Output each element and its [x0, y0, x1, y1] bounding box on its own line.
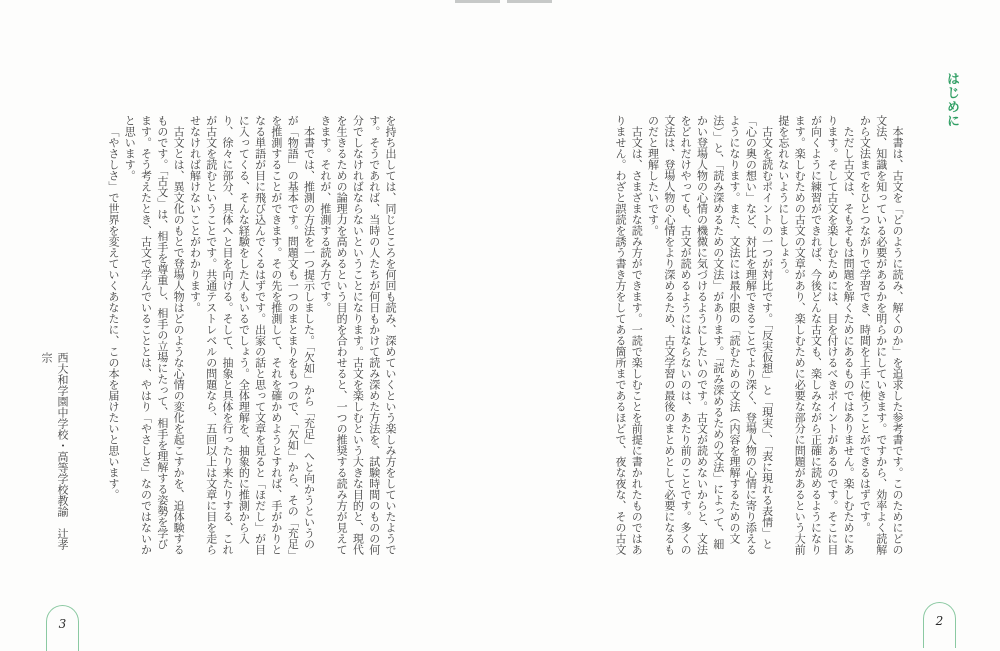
- binding-mark-right: [507, 0, 552, 3]
- page-number-badge-left: [46, 605, 79, 651]
- page-left-body: [98, 115, 398, 557]
- page-number-badge-right: [923, 602, 956, 648]
- paragraph: 古文は、さまざまな読み方ができます。一読で楽しむことを前提に書かれたものではありません。わざと誤読を誘う書き方をしてある箇所まであるほどで、夜な夜な、その古文: [613, 115, 644, 555]
- section-title: はじめに: [944, 72, 959, 128]
- paragraph: 「やさしさ」で世界を変えていくあなたに、この本を届けたいと思います。: [106, 126, 120, 500]
- author-signature: 西大和学園中学校・高等学校教諭 辻孝宗: [40, 352, 69, 550]
- page-right-body: [609, 115, 905, 557]
- paragraph: ただし古文は、そもそもは問題を解くためにあるものではありません。楽しむためにあります。そして古文を楽しむためには、目を付けるべきポイントがあるのです。そこに目が向くように練習ができれば、今後どんな古文も、楽しみながら正確に読めるようになります。楽しむための古文の文章があり、楽しむために必要な部分に問題があるという大前提を忘れないようにしましょう。: [776, 115, 856, 555]
- page-number: 2: [935, 614, 944, 628]
- paragraph: 本書は、古文を「どのように読み、解くのか」を追求した参考書です。このためにどの文法、知識を知っている必要があるかを明らかにしていきます。ですから、効率よく読解から文法までをひとつながりで学習でき、時間を上手に使うことができるはずです。: [858, 115, 904, 555]
- paragraph: を持ち出しては、同じところを何回も読み、深めていくという楽しみ方をしていたようです。そうであれば、当時の人たちが何日もかけて読み深めた方法を、試験時間のものの何分でしなければならないということになります。古文を楽しむという大きな目的と、現代を生きるための論理力を高めるという目的を合わせると、一つの推奨する読み方が見えてきます。それが、推測する読み方です。: [318, 115, 397, 555]
- paragraph: 古文を読むポイントの一つが対比です。「反実仮想」と「現実」、「表に現れる表情」と「心の奥の想い」など、対比を理解できることでより深く、登場人物の心情に寄り添えるようになります。また、文法には最小限の「読むための文法（内容を理解するための文法）」と、「読み深めるための文法」があります。「読み深めるための文法」によって、細かい登場人物の心情の機微に気づけるようにしたいのです。古文が読めないからと、文法をどれだけやっても、古文が読めるようにはならないのは、あたり前のことです。多くの文法は、登場人物の心情をより深めるため、古文学習の最後のまとめとして必要になるものだと理解したいです。: [646, 115, 774, 555]
- binding-mark-left: [455, 0, 500, 3]
- paragraph: 本書では、推測の方法を一つ提示しました。「欠如」から「充足」へと向かうというのが「物語」の基本です。問題文も一つのまとまりをもつので、「欠如」から、その「充足」を推測することができます。その先を推測して、それを確かめようとすれば、手がかりとなる単語が目に飛び込んでくるはずです。出家の話と思って文章を見ると「ほだし」が目に入ってくる、そんな経験をした人もいるでしょう。全体理解を、抽象的に推測から入り、徐々に部分、具体へと目を向ける。そして、抽象と具体を行ったり来たりする、これが古文を読むということです。共通テストレベルの問題なら、五回以上は文章に目を走らせなければ解けないことがわかります。: [188, 115, 316, 555]
- paragraph: 古文とは、異文化のもとで登場人物はどのような心情の変化を起こすかを、追体験するものです。「古文」は、相手を尊重し、相手の立場にたって、相手を理解する姿勢を学びます。そう考えたとき、古文で学んでいることとは、やはり「やさしさ」なのではないかと思います。: [123, 115, 186, 555]
- page-number: 3: [58, 617, 67, 631]
